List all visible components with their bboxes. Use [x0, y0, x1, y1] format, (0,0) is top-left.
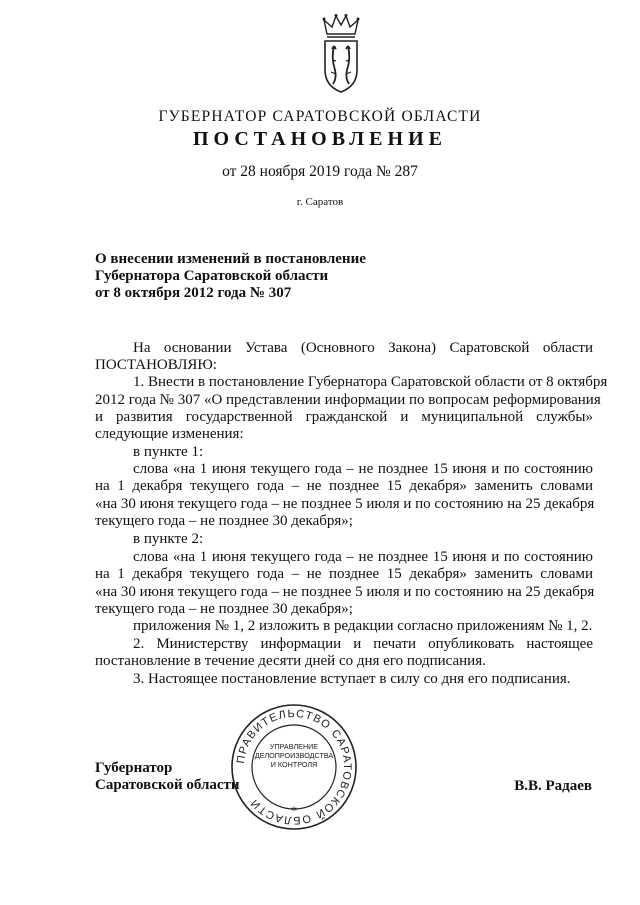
body-line: ПОСТАНОВЛЯЮ: — [95, 357, 217, 373]
body-line: 3. Настоящее постановление вступает в силу со дня его подписания. — [133, 671, 571, 687]
document-subject — [95, 251, 366, 302]
document-city: г. Саратов — [296, 196, 344, 208]
body-line: текущего года – не позднее 30 декабря»; — [95, 513, 353, 529]
subject-line: Губернатора Саратовской области — [95, 268, 329, 284]
body-line: следующие изменения: — [95, 426, 244, 442]
stamp-star: * — [290, 803, 298, 818]
body-line: в пункте 1: — [133, 444, 204, 460]
body-line: «на 30 июня текущего года – не позднее 5 июля и по состоянию на 25 декабря — [95, 496, 595, 512]
stamp-ring-text: ПРАВИТЕЛЬСТВО САРАТОВСКОЙ ОБЛАСТИ — [234, 707, 354, 827]
body-line: на 1 декабря текущего года – не позднее 15 декабря» заменить словами — [95, 566, 593, 582]
body-line: слова «на 1 июня текущего года – не позднее 15 июня и по состоянию — [133, 549, 593, 565]
stamp-inner-line: ДЕЛОПРОИЗВОДСТВА — [254, 751, 334, 760]
body-line: 2. Министерству информации и печати опубликовать настоящее — [133, 636, 593, 652]
issuing-authority: ГУБЕРНАТОР САРАТОВСКОЙ ОБЛАСТИ — [158, 108, 482, 125]
body-line: и развития государственной гражданской и муниципальной службы» — [95, 409, 593, 425]
body-line: На основании Устава (Основного Закона) Саратовской области — [133, 340, 593, 356]
coat-of-arms-icon — [318, 12, 364, 96]
signatory-position — [95, 760, 240, 794]
document-date-number: от 28 ноября 2019 года № 287 — [222, 163, 418, 180]
body-line: на 1 декабря текущего года – не позднее 15 декабря» заменить словами — [95, 478, 593, 494]
body-line: «на 30 июня текущего года – не позднее 5 июля и по состоянию на 25 декабря — [95, 584, 595, 600]
stamp-inner-line: И КОНТРОЛЯ — [270, 760, 318, 769]
body-line: приложения № 1, 2 изложить в редакции согласно приложениям № 1, 2. — [133, 618, 593, 634]
body-line: 2012 года № 307 «О представлении информации по вопросам реформирования — [95, 392, 601, 408]
stamp-inner-line: УПРАВЛЕНИЕ — [269, 742, 319, 751]
body-line: 1. Внести в постановление Губернатора Саратовской области от 8 октября — [133, 374, 608, 390]
body-line: текущего года – не позднее 30 декабря»; — [95, 601, 353, 617]
subject-line: О внесении изменений в постановление — [95, 251, 366, 267]
body-line: в пункте 2: — [133, 531, 204, 547]
subject-line: от 8 октября 2012 года № 307 — [95, 285, 292, 301]
signatory-name: В.В. Радаев — [514, 778, 592, 794]
document-type: ПОСТАНОВЛЕНИЕ — [193, 128, 447, 150]
body-line: постановление в течение десяти дней со дня его подписания. — [95, 653, 486, 669]
signatory-position-line: Губернатор — [95, 760, 173, 776]
stamp-inner-text — [254, 742, 334, 769]
signatory-position-line: Саратовской области — [95, 777, 240, 793]
body-line: слова «на 1 июня текущего года – не позднее 15 июня и по состоянию — [133, 461, 593, 477]
